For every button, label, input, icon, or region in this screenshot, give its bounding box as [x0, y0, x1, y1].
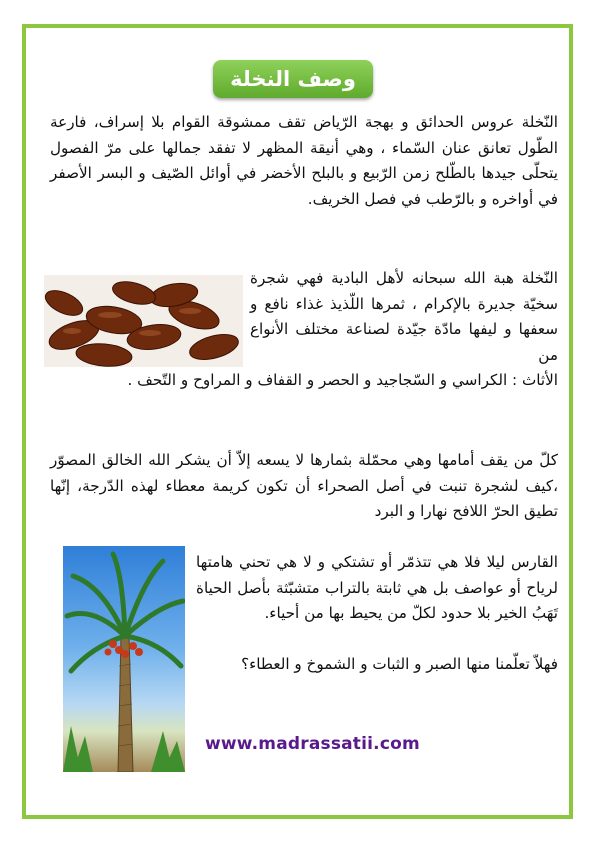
website-url: www.madrassatii.com — [205, 734, 420, 754]
paragraph-gift: النّخلة هبة الله سبحانه لأهل البادية فهي شجرة سخيّة جديرة بالإكرام ، ثمرها اللّذيذ غذاء نافع و سعفها و ليفها مادّة جيّدة لصناعة مختلف الأنواع من — [250, 269, 558, 364]
paragraph-gift-continued: الأثاث : الكراسي و السّجاجيد و الحصر و القفاف و المراوح و التّحف . — [127, 371, 558, 389]
palm-tree-photo — [63, 546, 185, 772]
page-title: وصف النخلة — [213, 60, 373, 98]
paragraph-resilience-continued: القارس ليلا فلا هي تتذمّر أو تشتكي و لا هي تحني هامتها لرياح أو عواصف بل هي ثابتة بالتراب متشبّثة بأصل الحياة تَهَبُ الخير بلا حدود لكلّ من يحيط بها من أحياء. — [196, 553, 558, 622]
website-link[interactable] — [205, 734, 420, 754]
paragraph-description: النّخلة عروس الحدائق و بهجة الرّياض تقف ممشوقة القوام بلا إسراف، فارعة الطّول تعانق عنان السّماء ، وهي أنيقة المظهر لا تفقد جمالها على مرّ الفصول يتحلّى جيدها بالطّلح زمن الرّبيع و بالبلح الأخضر في أوائل الصّيف و البسر الأصفر في أواخره و بالرّطب في فصل الخريف. — [50, 113, 558, 208]
paragraph-resilience: كلّ من يقف أمامها وهي محمّلة بثمارها لا يسعه إلاّ أن يشكر الله الخالق المصوّر ،كيف لشجرة تنبت في أصل الصحراء أن تكون كريمة معطاء لهذه الدّرجة، إنّها تطيق الحرّ اللافح نهارا و البرد — [50, 451, 558, 520]
paragraph-conclusion: فهلاّ تعلّمنا منها الصبر و الثبات و الشموخ و العطاء؟ — [241, 655, 558, 673]
dates-photo — [44, 275, 243, 367]
